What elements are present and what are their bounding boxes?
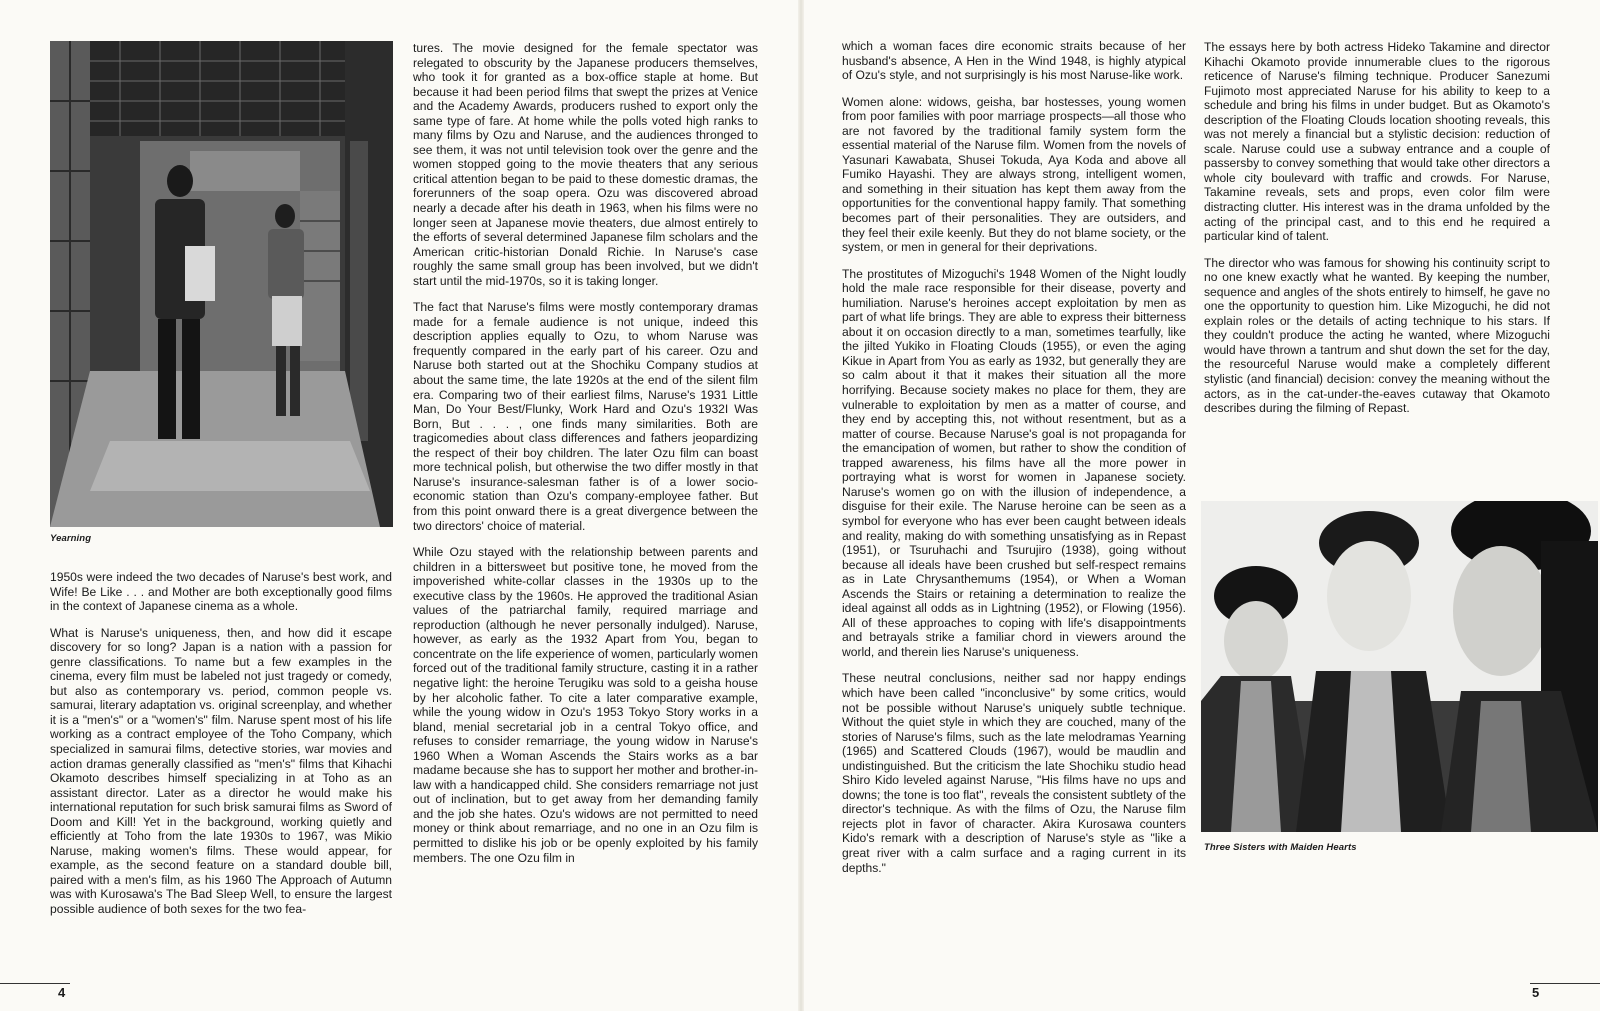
three-sisters-photo-illustration	[1201, 501, 1598, 832]
col4-paragraph-1: The essays here by both actress Hideko Takamine and director Kihachi Okamoto provide innumerable clues to the rigorous reticence of Naruse's filming technique. Producer Sanezumi Fujimoto most appreciated Naruse for his ability to keep to a schedule and bring his films in under budget. But as Okamoto's description of the Floating Clouds location shooting reveals, this was not merely a financial but a stylistic decision: reduction of scale. Naruse could use a subway entrance and a couple of passersby to convey something that would take other directors a whole city boulevard with traffic and crowds. For Naruse, Takamine reveals, sets and props, even color film were distracting clutter. His interest was in the drama unfolded by the acting of the principal cast, and to this end he required a particular kind of talent.	[1204, 40, 1550, 244]
col2-paragraph-2: The fact that Naruse's films were mostly contemporary dramas made for a female audience is not unique, indeed this description applies equally to Ozu, to whom Naruse was frequently compared in the early part of his career. Ozu and Naruse both started out at the Shochiku Company studios at about the same time, the late 1920s at the end of the silent film era. Comparing two of their earliest films, Naruse's 1931 Little Man, Do Your Best/Flunky, Work Hard and Ozu's 1932I Was Born, But . . . , one finds many similarities. Both are tragicomedies about class differences and fathers jeopardizing the respect of their boy children. The later Ozu film can boast more technical polish, but otherwise the two differ mostly in that Naruse's insurance-salesman father is of a lower socio-economic station than Ozu's company-employee father. But from this point onward there is a great divergence between the two directors' choice of material.	[413, 300, 758, 533]
col3-paragraph-2: Women alone: widows, geisha, bar hostesses, young women from poor families with poor marriage prospects—all those who are not favored by the traditional family system form the essential material of the Naruse film. Women from the novels of Yasunari Kawabata, Shusei Tokuda, Aya Koda and above all Fumiko Hayashi. They are always strong, intelligent women, and something in their situation has kept them away from the opportunities for the conventional happy family. That something becomes part of their personalities. They are outsiders, and they feel their exile keenly. But they do not blame society, or the system, or men in general for their deprivations.	[842, 94, 1186, 255]
yearning-photo-illustration	[50, 41, 393, 527]
col1-paragraph-2: What is Naruse's uniqueness, then, and how did it escape discovery for so long? Japan is a nation with a passion for genre classifications. To name but a few examples in the cinema, every film must be labeled not just tragedy or comedy, but also as contemporary vs. period, common people vs. samurai, literary adaptation vs. original screenplay, and whether it is a "men's" or a "women's" film. Naruse spent most of his life working as a contract employee of the Toho Company, which specialized in samurai films, detective stories, war movies and action dramas generally classified as "men's" films that Kihachi Okamoto describes himself specializing in at Toho as an assistant director. Later as a director he would make his international reputation for such brisk samurai films as Sword of Doom and Kill! Yet in the background, working quietly and efficiently at Toho from the late 1930s to 1967, was Mikio Naruse, making women's films. These would appear, for example, as the second feature on a standard double bill, paired with a men's film, as his 1960 The Approach of Autumn was with Kurosawa's The Bad Sleep Well, to ensure the largest possible audience of both sexes for the two fea-	[50, 625, 392, 917]
column-2	[413, 41, 758, 865]
column-3	[842, 39, 1186, 875]
left-page-number: 4	[58, 985, 66, 1000]
col2-paragraph-3: While Ozu stayed with the relationship between parents and children in a bittersweet but positive tone, he moved from the impoverished white-collar classes in the 1930s up to the executive class by the 1960s. He approved the traditional Asian values of the patriarchal family, required marriage and reproduction (although he never personally indulged). Naruse, however, as early as the 1932 Apart from You, began to concentrate on the life experience of women, particularly women forced out of the traditional family structure, casting it in a rather negative light: the heroine Terugiku was sold to a geisha house by her alcoholic father. To cite a later comparative example, while the young widow in Ozu's 1953 Tokyo Story works in a bland, menial secretarial job in a central Tokyo office, and refuses to consider remarriage, the young widow in Naruse's 1960 When a Woman Ascends the Stairs works as a bar madame because she has to support her mother and brother-in-law with a handicapped child. She considers remarriage not just out of inclination, but to get away from her demanding family and the job she hates. Ozu's widows are not permitted to need money or think about remarriage, and no one in an Ozu film is permitted to dislike his job or be openly exploited by his family members. The one Ozu film in	[413, 545, 758, 865]
column-4	[1204, 40, 1550, 416]
col4-paragraph-2: The director who was famous for showing his continuity script to no one knew exactly what he wanted. By keeping the number, sequence and angles of the shots entirely to himself, he gave no one the opportunity to question him. Like Mizoguchi, he did not explain roles or the details of acting technique to his stars. If they couldn't produce the acting he wanted, where Mizoguchi would have thrown a tantrum and shut down the set for the day, the resourceful Naruse would make a completely different stylistic (and financial) decision: convey the meaning without the actors, as in the cat-under-the-eaves cutaway that Okamoto describes during the filming of Repast.	[1204, 255, 1550, 416]
col2-paragraph-1: tures. The movie designed for the female spectator was relegated to obscurity by the Japanese producers themselves, who took it for granted as a box-office staple at home. But because it had been period films that swept the prizes at Venice and the Academy Awards, producers rushed to export only the same type of fare. At home while the polls voted high ranks to many films by Ozu and Naruse, and the audiences thronged to see them, it was not until television took over the genre and the women stopped going to the movie theaters that any serious critical attention began to be paid to these domestic dramas, the forerunners of the soap opera. Ozu was discovered abroad nearly a decade after his death in 1963, when his films were no longer seen at Japanese movie theaters, due almost entirely to the efforts of several determined Japanese film scholars and the American critic-historian Donald Richie. In Naruse's case roughly the same small group has been involved, but we didn't start until the mid-1970s, so it is taking longer.	[413, 41, 758, 288]
col3-paragraph-4: These neutral conclusions, neither sad nor happy endings which have been called "inconclusive" by some critics, would not be possible without Naruse's uniquely subtle technique. Without the quiet style in which they are couched, many of the stories of Naruse's films, such as the late melodramas Yearning (1965) and Scattered Clouds (1967), would be maudlin and undistinguished. But the criticism the late Shochiku studio head Shiro Kido leveled against Naruse, "His films have no ups and downs; the tone is too flat", reveals the consistent subtlety of the director's technique. As with the films of Ozu, the Naruse film rejects plot in favor of character. Akira Kurosawa counters Kido's remark with a description of Naruse's style as "like a great river with a calm surface and a raging current in its depths."	[842, 671, 1186, 875]
left-folio-rule	[0, 983, 70, 984]
three-sisters-photo	[1201, 501, 1598, 832]
yearning-photo	[50, 41, 393, 527]
three-sisters-caption: Three Sisters with Maiden Hearts	[1204, 842, 1357, 853]
col3-paragraph-1: which a woman faces dire economic straits because of her husband's absence, A Hen in the Wind 1948, is highly atypical of Ozu's style, and not surprisingly is his most Naruse-like work.	[842, 39, 1186, 83]
page-gutter	[798, 0, 804, 1011]
column-1	[50, 570, 392, 917]
col3-paragraph-3: The prostitutes of Mizoguchi's 1948 Women of the Night loudly hold the male race responsible for their disease, poverty and humiliation. Naruse's heroines accept exploitation by men as part of what life brings. They are able to express their bitterness about it on occasion directly to a man, sometimes tearfully, like the jilted Yukiko in Floating Clouds (1955), or even the aging Kikue in Apart from You as early as 1932, but generally they are so calm about it that it makes their situation all the more horrifying. Because society makes no place for them, they are vulnerable to exploitation by men as a matter of course, and they end by accepting this, not without resentment, but as a matter of course. Because Naruse's goal is not propaganda for the emancipation of women, but rather to show the condition of trapped awareness, his films have all the more power in portraying what is worst for women in Japanese society. Naruse's women go on with the illusion of independence, a disguise for their exile. The Naruse heroine can be seen as a symbol for everyone who has ever been caught between ideals and reality, making do with something unsatisfying as in Repast (1951), or Tsuruhachi and Tsurujiro (1938), going without because all ideals have been crushed but self-respect remains as in Late Chrysanthemums (1954), or When a Woman Ascends the Stairs or retaining a determination to realize the ideal against all odds as in Lightning (1952), or Flowing (1956). All of these approaches to coping with life's disappointments and betrayals strike a familiar chord in viewers around the world, and therein lies Naruse's uniqueness.	[842, 266, 1186, 659]
col1-paragraph-1: 1950s were indeed the two decades of Naruse's best work, and Wife! Be Like . . . and Mother are both exceptionally good films in the context of Japanese cinema as a whole.	[50, 570, 392, 614]
right-folio-rule	[1530, 983, 1600, 984]
yearning-caption: Yearning	[50, 533, 92, 544]
right-page-number: 5	[1532, 985, 1540, 1000]
